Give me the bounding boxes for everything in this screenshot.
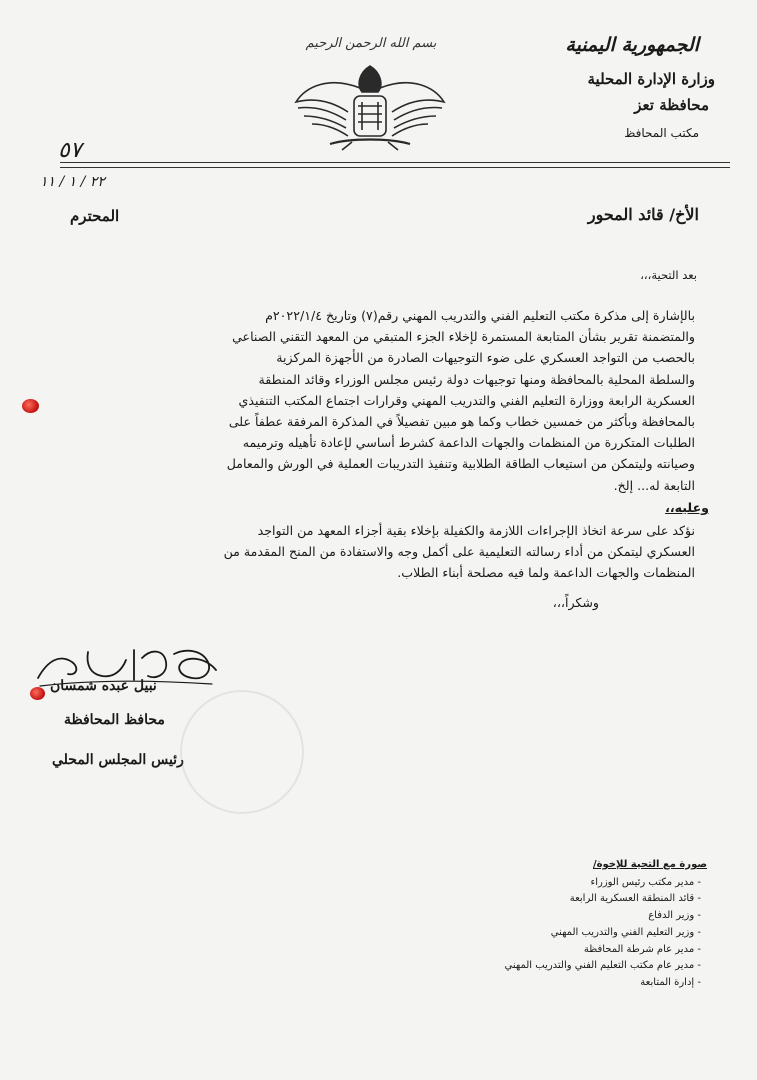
governorate-heading: محافظة تعز xyxy=(634,96,709,114)
body-line: العسكرية الرابعة ووزارة التعليم الفني والتدريب المهني وقرارات اجتماع المكتب التنفيذي xyxy=(238,392,695,408)
office-heading: مكتب المحافظ xyxy=(624,126,699,140)
coat-of-arms-emblem-icon xyxy=(290,58,450,154)
letter-body xyxy=(49,305,709,613)
signatory-title-governor: محافظ المحافظة xyxy=(64,712,165,728)
cc-item-text: قائد المنطقة العسكرية الرابعة xyxy=(569,893,695,905)
cc-title: صورة مع التحية للإخوة/ xyxy=(592,859,707,870)
conclusion-label: وعليه،، xyxy=(665,499,709,515)
addressee-honorific: المحترم xyxy=(70,207,120,225)
addressee-line: الأخ/ قائد المحور xyxy=(587,205,699,224)
signatory-title-council: رئيس المجلس المحلي xyxy=(52,752,184,768)
reference-number: ٥٧ xyxy=(58,138,82,163)
body-line: بالمحافظة وبأكثر من خمسين خطاب وكما هو مبين تفصيلاً في المذكرة المرفقة عطفاً على xyxy=(228,414,695,430)
signatory-name: نبيل عبده شمسان xyxy=(50,678,157,694)
basmala: بسم الله الرحمن الرحيم xyxy=(305,36,437,51)
body-line: المنظمات والجهات الداعمة ولما فيه مصلحة أبناء الطلاب. xyxy=(397,565,695,581)
body-line: الطلبات المتكررة من المنظمات والجهات الداعمة كشرط أساسي لإعادة تأهيله وترميمه xyxy=(242,435,695,451)
official-seal-stamp xyxy=(180,690,304,814)
cc-item-text: وزير التعليم الفني والتدريب المهني xyxy=(550,926,695,938)
cc-item: - مدير عام مكتب التعليم الفني والتدريب المهني xyxy=(504,960,701,972)
cc-item: - مدير عام شرطة المحافظة xyxy=(583,943,701,955)
header-divider-top xyxy=(60,162,730,163)
cc-item: - وزير الدفاع xyxy=(648,910,701,922)
cc-item-text: مدير عام شرطة المحافظة xyxy=(583,943,695,955)
cc-item-text: مدير عام مكتب التعليم الفني والتدريب المهني xyxy=(504,960,695,972)
body-paragraph-1 xyxy=(49,305,709,496)
cc-item: - مدير مكتب رئيس الوزراء xyxy=(590,876,701,888)
body-line: والسلطة المحلية بالمحافظة ومنها توجيهات دولة رئيس مجلس الوزراء وقائد المنطقة xyxy=(258,371,695,387)
red-dot-sticker-icon xyxy=(22,399,39,413)
cc-item: - وزير التعليم الفني والتدريب المهني xyxy=(550,926,701,938)
cc-item: - إدارة المتابعة xyxy=(640,976,701,988)
body-line: التابعة له... إلخ. xyxy=(613,477,695,493)
cc-item-text: وزير الدفاع xyxy=(648,910,695,922)
cc-item-text: إدارة المتابعة xyxy=(640,976,695,988)
body-paragraph-2 xyxy=(49,520,709,584)
body-line: نؤكد على سرعة اتخاذ الإجراءات اللازمة والكفيلة بإخلاء بقية أجزاء المعهد من التواجد xyxy=(257,523,695,539)
body-line: العسكري ليتمكن من أداء رسالته التعليمية على أكمل وجه والاستفادة من المنح المقدمة من xyxy=(223,544,695,560)
body-line: والمتضمنة تقرير بشأن المتابعة المستمرة لإخلاء الجزء المتبقي من المعهد التقني الصناعي xyxy=(232,329,695,345)
thanks-line: وشكراً،،، xyxy=(552,594,599,610)
body-line: وصيانته وليتمكن من استيعاب الطاقة الطلابية وتنفيذ التدريبات العملية في الورش والمعامل xyxy=(226,456,695,472)
cc-list xyxy=(387,857,707,992)
reference-date: ٢٢ / ١ / ١١ xyxy=(40,174,105,190)
body-line: بالحصب من التواجد العسكري على ضوء التوجيهات الصادرة من الأجهزة المركزية xyxy=(276,350,695,366)
cc-item: - قائد المنطقة العسكرية الرابعة xyxy=(569,893,701,905)
cc-item-text: مدير مكتب رئيس الوزراء xyxy=(590,876,695,888)
greeting: بعد التحية،،، xyxy=(640,268,697,282)
ministry-heading: وزارة الإدارة المحلية xyxy=(587,70,715,88)
republic-heading: الجمهورية اليمنية xyxy=(565,34,699,56)
body-line: بالإشارة إلى مذكرة مكتب التعليم الفني والتدريب المهني رقم(٧) وتاريخ ٢٠٢٢/١/٤م xyxy=(265,308,695,323)
header-divider-bottom xyxy=(60,167,730,168)
